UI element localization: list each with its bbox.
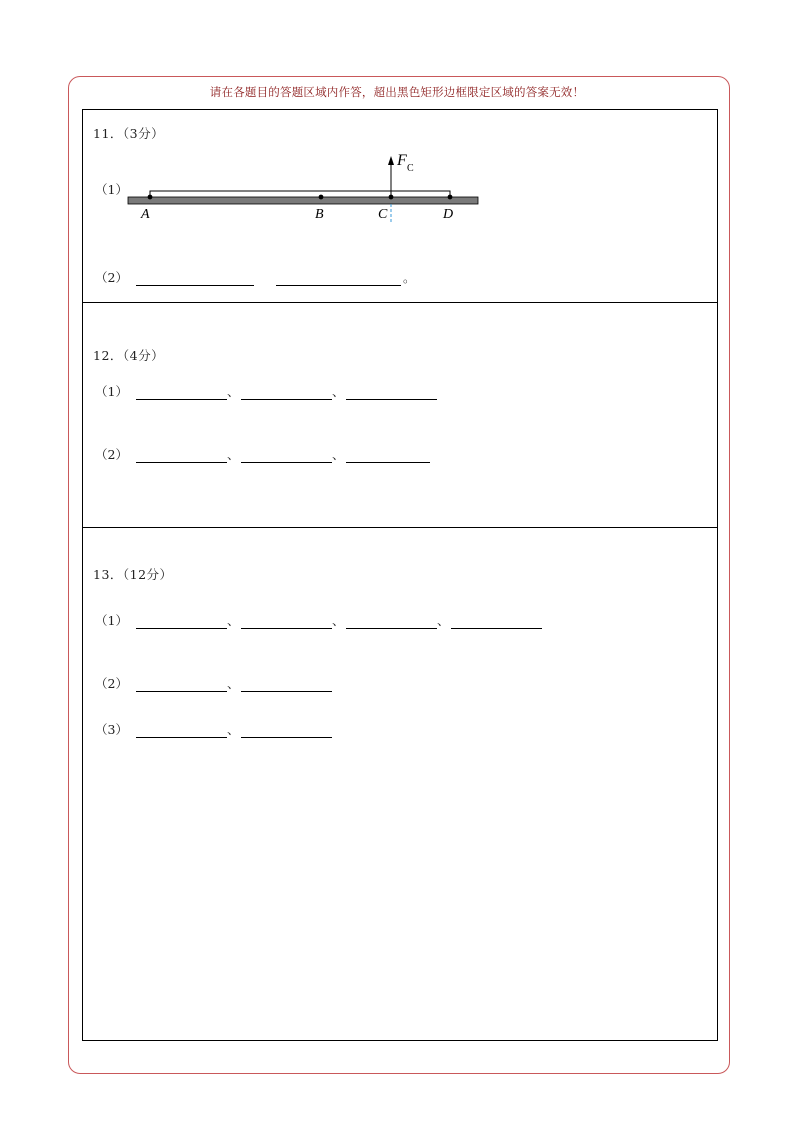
separator: 、 <box>436 613 450 628</box>
section-divider <box>83 527 717 528</box>
question-12-part-1 <box>95 382 437 400</box>
answer-blank[interactable] <box>346 448 430 463</box>
answer-blank[interactable] <box>136 448 227 463</box>
question-13-part-2 <box>95 674 332 692</box>
answer-blank[interactable] <box>241 723 332 738</box>
lever-diagram <box>123 148 483 228</box>
point-c <box>389 195 394 200</box>
question-13-part-1 <box>95 611 542 629</box>
answer-blank[interactable] <box>241 448 332 463</box>
answer-blank[interactable] <box>136 723 227 738</box>
part-label: （2） <box>95 270 128 285</box>
part-label: （1） <box>95 613 128 628</box>
label-a: A <box>141 207 150 222</box>
question-12-title: 12．（4分） <box>93 348 165 363</box>
answer-blank[interactable] <box>136 385 227 400</box>
separator: 、 <box>226 384 240 399</box>
separator: 、 <box>226 447 240 462</box>
label-b: B <box>315 207 324 222</box>
point-b <box>319 195 324 200</box>
part-label: （1） <box>95 182 128 197</box>
section-divider <box>83 302 717 303</box>
answer-blank[interactable] <box>241 677 332 692</box>
separator: 、 <box>226 676 240 691</box>
answer-blank[interactable] <box>241 385 332 400</box>
point-a <box>148 195 153 200</box>
answer-blank[interactable] <box>136 271 254 286</box>
answer-notice: 请在各题目的答题区域内作答，超出黑色矩形边框限定区域的答案无效！ <box>209 85 585 99</box>
separator: 、 <box>331 384 345 399</box>
beam <box>128 197 478 204</box>
question-13-title: 13．（12分） <box>93 567 173 582</box>
separator: 、 <box>331 613 345 628</box>
separator: 、 <box>331 447 345 462</box>
question-12-part-2 <box>95 445 430 463</box>
separator: 、 <box>226 722 240 737</box>
question-11-title: 11．（3分） <box>93 126 165 141</box>
period: 。 <box>402 270 416 285</box>
answer-area <box>82 109 718 1041</box>
answer-blank[interactable] <box>346 385 437 400</box>
question-13-part-3 <box>95 720 332 738</box>
point-d <box>448 195 453 200</box>
answer-blank[interactable] <box>276 271 401 286</box>
part-label: （2） <box>95 676 128 691</box>
part-label: （2） <box>95 447 128 462</box>
force-arrow-head <box>388 156 394 165</box>
answer-blank[interactable] <box>136 677 227 692</box>
label-c: C <box>378 207 388 222</box>
answer-blank[interactable] <box>241 614 332 629</box>
force-subscript: C <box>407 163 414 174</box>
part-label: （3） <box>95 722 128 737</box>
part-label: （1） <box>95 384 128 399</box>
answer-blank[interactable] <box>136 614 227 629</box>
force-label: F <box>397 152 407 169</box>
label-d: D <box>443 207 454 222</box>
separator: 、 <box>226 613 240 628</box>
answer-blank[interactable] <box>451 614 542 629</box>
answer-blank[interactable] <box>346 614 437 629</box>
question-11-part-2 <box>95 268 415 286</box>
